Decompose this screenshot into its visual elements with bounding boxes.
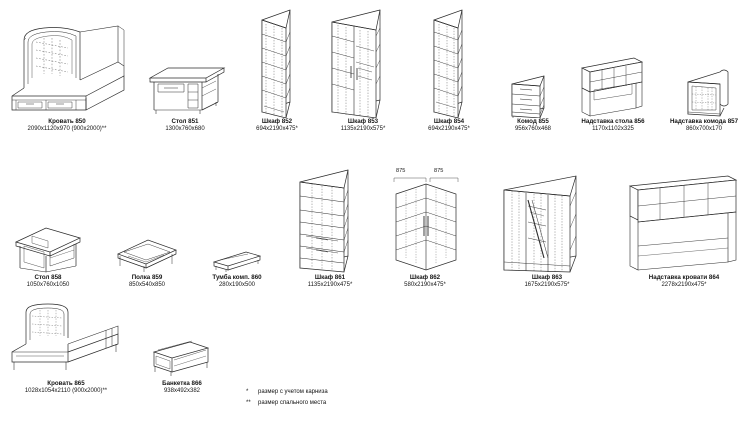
- item-table-851: [140, 58, 230, 134]
- shelf-859-drawing: [104, 232, 190, 274]
- item-name: Надставка кровати 864: [648, 274, 720, 281]
- cabinet-854-drawing: [412, 6, 486, 118]
- item-dimensions: 1170х1102х325: [592, 126, 634, 132]
- legend-mark: *: [246, 389, 249, 395]
- item-name: Кровать 865: [47, 380, 85, 387]
- legend-text: размер с учетом карниза: [258, 389, 328, 395]
- item-name: Надставка стола 856: [581, 118, 645, 125]
- bench-866-drawing: [140, 338, 224, 380]
- tv-860-drawing: [204, 246, 270, 274]
- item-dimensions: 1135х2190х575*: [340, 126, 386, 132]
- item-name: Шкаф 863: [531, 274, 563, 281]
- item-dimensions: 860х700х170: [685, 126, 723, 132]
- legend-mark: **: [246, 400, 251, 406]
- item-dimensions: 850х540х850: [128, 282, 166, 288]
- annotation-862-left: 875: [396, 168, 406, 174]
- topper-857-drawing: [664, 64, 744, 118]
- item-cabinet-853: [318, 6, 408, 134]
- item-dimensions: 580х2190х475*: [404, 282, 446, 288]
- item-cabinet-863: [492, 172, 602, 290]
- bed-865-drawing: [6, 300, 126, 380]
- item-name: Надставка комода 857: [669, 118, 739, 125]
- item-name: Шкаф 852: [261, 118, 293, 125]
- item-name: Тумба комп. 860: [212, 274, 262, 281]
- table-858-drawing: [6, 218, 90, 274]
- item-name: Шкаф 862: [409, 274, 441, 281]
- item-tv-860: [204, 246, 270, 290]
- item-bed-865: [6, 300, 126, 396]
- item-shelf-859: [104, 232, 190, 290]
- item-name: Банкетка 866: [162, 380, 202, 387]
- item-topper-857: [664, 64, 744, 134]
- item-dimensions: 938х492х382: [163, 388, 201, 394]
- item-bed-850: [6, 18, 128, 134]
- item-cabinet-862: [386, 168, 464, 290]
- annotation-862-right: 875: [434, 168, 444, 174]
- item-dimensions: 1050х760х1050: [26, 282, 70, 288]
- item-name: Комод 855: [517, 118, 549, 125]
- item-cabinet-861: [286, 164, 374, 290]
- bed-850-drawing: [6, 18, 128, 118]
- cabinet-861-drawing: [286, 164, 374, 274]
- item-dresser-855: [498, 68, 568, 134]
- item-topper-856: [572, 54, 654, 134]
- cabinet-863-drawing: [492, 172, 602, 274]
- dresser-855-drawing: [498, 68, 568, 118]
- cabinet-852-drawing: [240, 6, 314, 118]
- item-cabinet-854: [412, 6, 486, 134]
- item-name: Шкаф 854: [433, 118, 465, 125]
- item-dimensions: 1135х2190х475*: [307, 282, 353, 288]
- item-name: Полка 859: [131, 274, 163, 281]
- cabinet-862-drawing: [386, 176, 464, 274]
- item-dimensions: 694х2190х475*: [428, 126, 470, 132]
- legend-line-2: [246, 399, 326, 408]
- item-name: Стол 851: [171, 118, 199, 125]
- item-name: Шкаф 853: [347, 118, 379, 125]
- topper-856-drawing: [572, 54, 654, 118]
- item-name: Кровать 850: [48, 118, 86, 125]
- item-dimensions: 2090х1120х970 (900х2000)**: [27, 126, 107, 132]
- item-name: Шкаф 861: [314, 274, 346, 281]
- legend-line-1: [246, 388, 328, 397]
- bed-topper-864-drawing: [622, 172, 746, 274]
- item-dimensions: 280х190х500: [218, 282, 256, 288]
- item-dimensions: 2278х2190х475*: [661, 282, 707, 288]
- item-name: Стол 858: [34, 274, 62, 281]
- item-cabinet-852: [240, 6, 314, 134]
- item-bed-topper-864: [622, 172, 746, 290]
- item-dimensions: 694х2190х475*: [256, 126, 298, 132]
- cabinet-853-drawing: [318, 6, 408, 118]
- legend-text: размер спального места: [258, 400, 327, 406]
- table-851-drawing: [140, 58, 230, 118]
- item-dimensions: 1300х760х680: [165, 126, 205, 132]
- item-dimensions: 956х760х468: [514, 126, 552, 132]
- item-table-858: [6, 218, 90, 290]
- item-dimensions: 1675х2190х575*: [524, 282, 570, 288]
- item-bench-866: [140, 338, 224, 396]
- item-dimensions: 1028х1054х2110 (900х2000)**: [24, 388, 108, 394]
